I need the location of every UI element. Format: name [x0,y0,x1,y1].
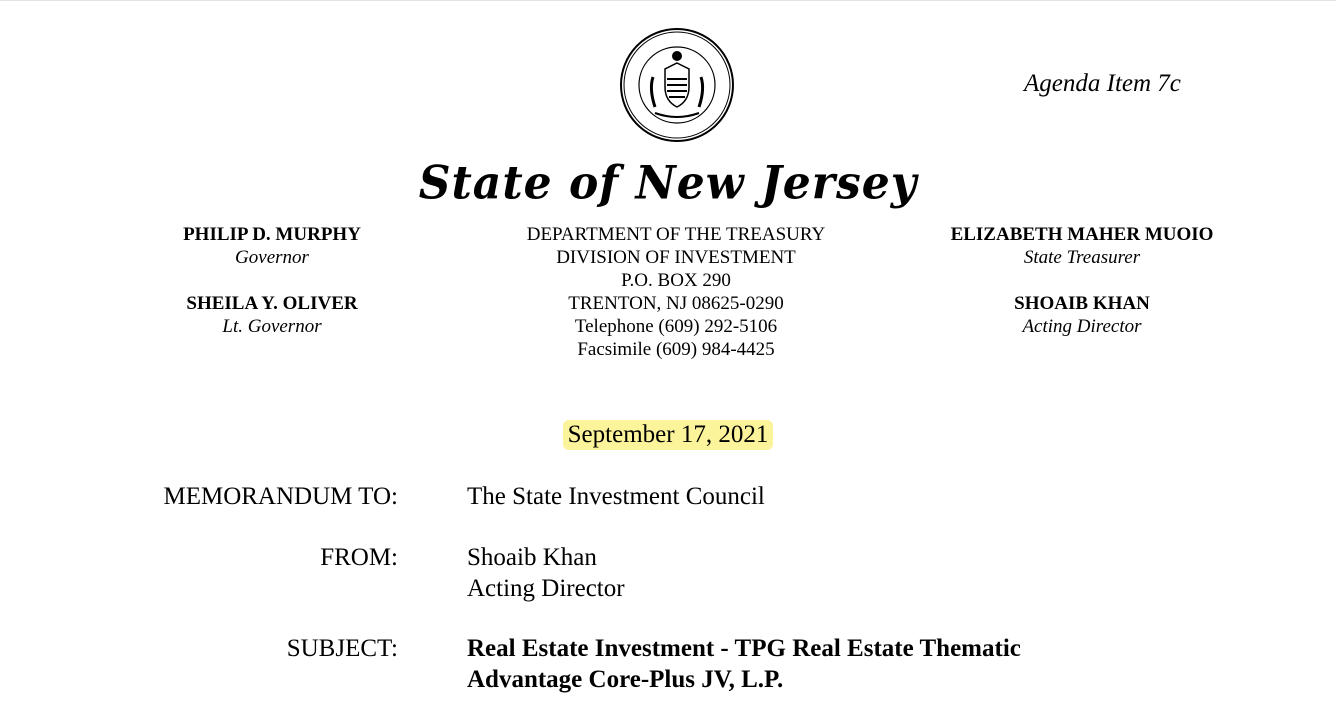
memo-from-name: Shoaib Khan [467,544,597,571]
department-line: DIVISION OF INVESTMENT [556,247,796,268]
memo-from-title: Acting Director [467,575,625,602]
department-line: Facsimile (609) 984-4425 [577,339,775,360]
memo-subject-line2: Advantage Core-Plus JV, L.P. [467,666,784,693]
lt-governor-title: Lt. Governor [222,316,322,337]
memo-from-value [467,542,625,604]
left-officials [162,223,382,338]
director-name: SHOAIB KHAN [1014,293,1150,314]
memo-to-value: The State Investment Council [467,483,765,510]
department-line: TRENTON, NJ 08625-0290 [568,293,784,314]
treasurer-title: State Treasurer [1023,247,1141,268]
memo-to-label: MEMORANDUM TO: [163,483,398,510]
memo-subject-line1: Real Estate Investment - TPG Real Estate Thematic [467,635,1021,662]
top-border [0,0,1336,1]
department-address [476,223,876,361]
department-line: Telephone (609) 292-5106 [574,316,778,337]
memo-from-label: FROM: [320,544,398,571]
date-row [0,420,1336,450]
governor-name: PHILIP D. MURPHY [183,224,361,245]
state-title: State of New Jersey [418,156,918,211]
memo-subject-value [467,633,1021,695]
treasurer-name: ELIZABETH MAHER MUOIO [950,224,1214,245]
department-line: P.O. BOX 290 [621,270,731,291]
state-seal-icon [619,27,735,143]
agenda-item: Agenda Item 7c [1024,70,1181,97]
memo-date: September 17, 2021 [563,420,774,450]
lt-governor-name: SHEILA Y. OLIVER [186,293,358,314]
governor-title: Governor [235,247,309,268]
director-title: Acting Director [1022,316,1142,337]
memo-subject-label: SUBJECT: [286,635,398,662]
department-line: DEPARTMENT OF THE TREASURY [526,224,826,245]
right-officials [922,223,1242,338]
